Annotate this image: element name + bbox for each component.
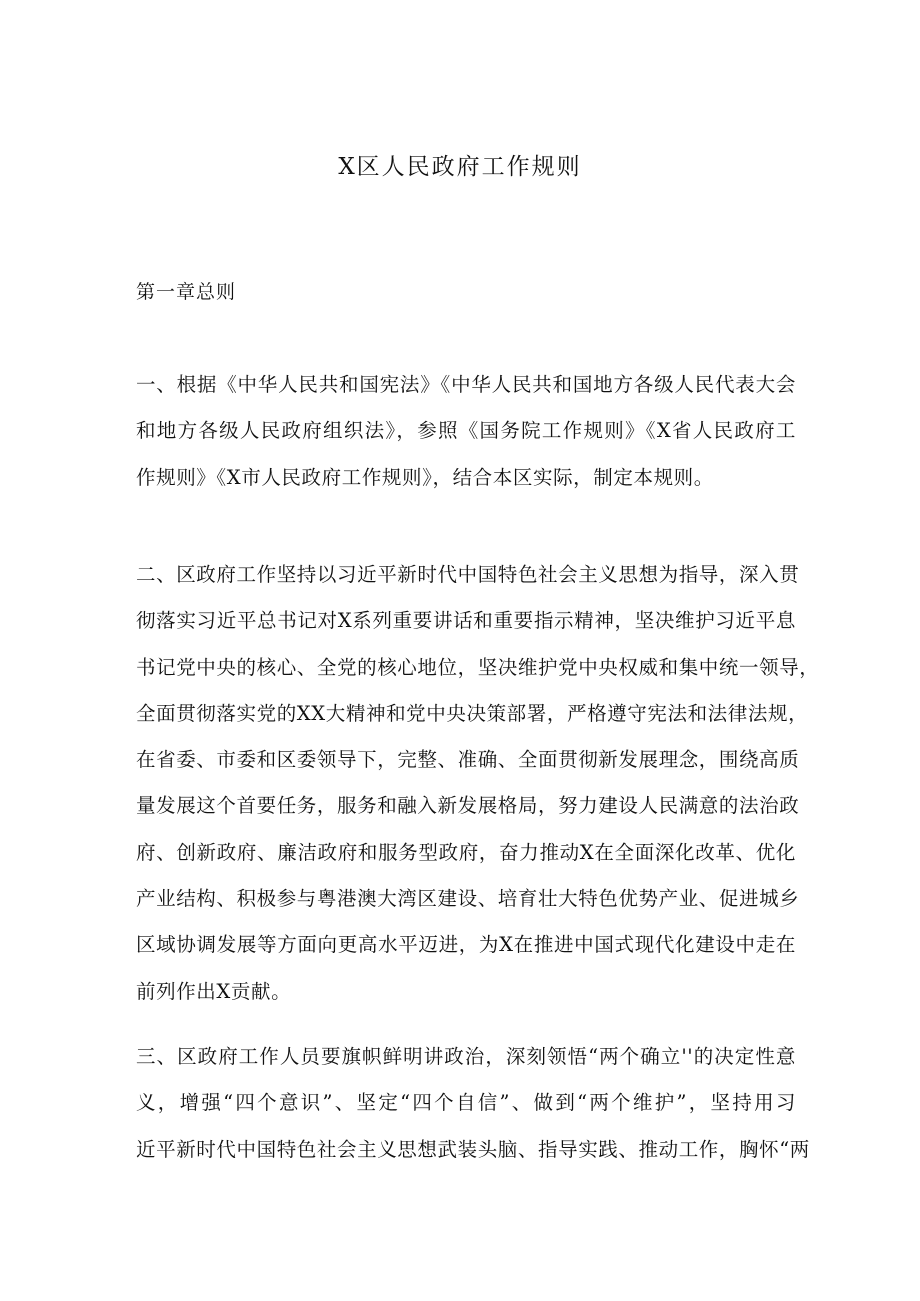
paragraph-line: 前列作出X贡献。 bbox=[136, 979, 292, 1003]
paragraph-article-1 bbox=[136, 362, 796, 501]
paragraph-article-2 bbox=[136, 552, 820, 1015]
paragraph-line: 作规则》《X市人民政府工作规则》，结合本区实际，制定本规则。 bbox=[136, 465, 714, 489]
document-title: X区人民政府工作规则 bbox=[338, 154, 582, 180]
paragraph-line: 近平新时代中国特色社会主义思想武装头脑、指导实践、推动工作，胸怀“两 bbox=[136, 1137, 810, 1161]
paragraph-line: 一、根据《中华人民共和国宪法》《中华人民共和国地方各级人民代表大会 bbox=[136, 373, 796, 396]
paragraph-line: 量发展这个首要任务，服务和融入新发展格局，努力建设人民满意的法治政 bbox=[136, 794, 800, 818]
paragraph-line: 区域协调发展等方面向更高水平迈进，为X在推进中国式现代化建设中走在 bbox=[136, 933, 796, 957]
paragraph-article-3 bbox=[136, 1034, 810, 1173]
paragraph-line: 产业结构、积极参与粤港澳大湾区建设、培育壮大特色优势产业、促进城乡 bbox=[136, 887, 800, 911]
paragraph-line: 全面贯彻落实党的XX大精神和党中央决策部署，严格遵守宪法和法律法规， bbox=[136, 701, 809, 725]
paragraph-line: 三、区政府工作人员要旗帜鲜明讲政治，深刻领悟“两个确立''的决定性意 bbox=[136, 1045, 796, 1068]
paragraph-line: 在省委、市委和区委领导下，完整、准确、全面贯彻新发展理念，围绕高质 bbox=[136, 748, 800, 772]
paragraph-line: 和地方各级人民政府组织法》，参照《国务院工作规则》《X省人民政府工 bbox=[136, 419, 796, 443]
paragraph-line: 二、区政府工作坚持以习近平新时代中国特色社会主义思想为指导，深入贯 bbox=[136, 563, 800, 586]
paragraph-line: 彻落实习近平总书记对X系列重要讲话和重要指示精神，坚决维护习近平息 bbox=[136, 609, 796, 633]
paragraph-line: 书记党中央的核心、全党的核心地位，坚决维护党中央权威和集中统一领导， bbox=[136, 655, 820, 679]
paragraph-line: 府、创新政府、廉洁政府和服务型政府，奋力推动X在全面深化改革、优化 bbox=[136, 840, 796, 864]
paragraph-line: 义，增强“四个意识”、坚定“四个自信”、做到“两个维护”，坚持用习 bbox=[136, 1091, 796, 1115]
chapter-heading: 第一章总则 bbox=[136, 281, 237, 303]
